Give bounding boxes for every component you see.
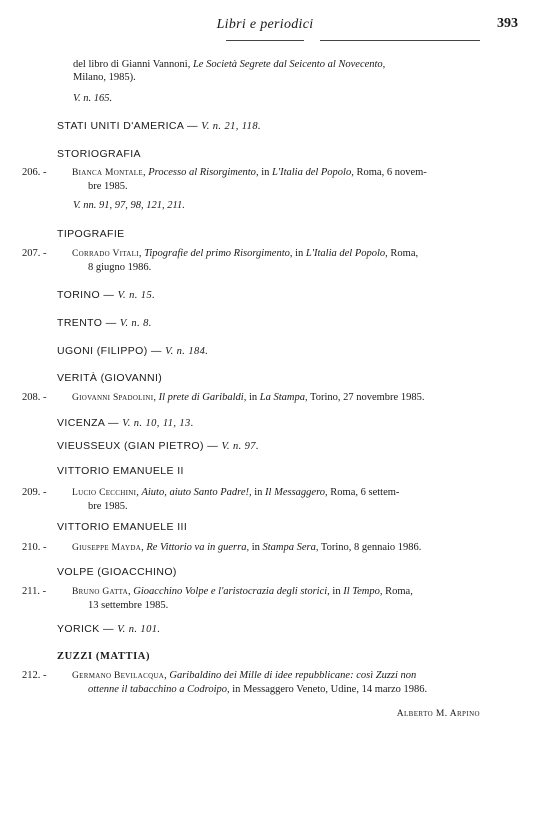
entry-publication: Il Tempo xyxy=(343,586,380,597)
heading-zuzzi: ZUZZI (MATTIA) xyxy=(57,651,151,662)
heading-torino: TORINO — V. n. 15. xyxy=(57,289,156,301)
heading-volpe: VOLPE (GIOACCHINO) xyxy=(57,566,177,578)
author-signature: Alberto M. Arpino xyxy=(396,709,480,719)
entry-publication: L'Italia del Popolo xyxy=(305,248,386,259)
header-title: Libri e periodici xyxy=(216,17,314,32)
heading-ugoni: UGONI (FILIPPO) — V. n. 184. xyxy=(57,345,209,357)
header-rule xyxy=(320,40,480,41)
intro-paragraph xyxy=(73,58,483,84)
entry-title: Gioacchino Volpe e l'aristocrazia degli storici xyxy=(133,586,328,597)
heading-vicenza: VICENZA — V. n. 10, 11, 13. xyxy=(57,417,194,429)
entry-number: 210. - xyxy=(22,542,47,553)
entry-publication: Stampa Sera xyxy=(262,542,316,553)
heading-stati-uniti: STATI UNITI D'AMERICA — V. n. 21, 118. xyxy=(57,120,261,132)
entry-publication: La Stampa xyxy=(259,392,305,403)
bibliography-entry: 207. - Corrado Vitali, Tipografie del primo Risorgimento, in L'Italia del Popolo, Roma, 8 giugno 1986. xyxy=(22,248,419,273)
entry-title: Re Vittorio va in guerra xyxy=(146,542,247,553)
cross-reference: V. n. 165. xyxy=(73,93,113,104)
heading-storiografia: STORIOGRAFIA xyxy=(57,148,141,160)
entry-author: Bruno Gatta xyxy=(72,587,129,597)
entry-number: 207. - xyxy=(22,248,47,259)
entry-title: Il prete di Garibaldi xyxy=(158,392,244,403)
entry-title: Processo al Risorgimento xyxy=(148,167,256,178)
intro-text: Milano, 1985). xyxy=(73,72,136,83)
entry-author: Bianca Montale xyxy=(72,168,143,178)
intro-book-title: Le Società Segrete dal Seicento al Novecento, xyxy=(192,59,386,70)
cross-reference: V. nn. 91, 97, 98, 121, 211. xyxy=(73,200,185,211)
header-rule xyxy=(226,40,304,41)
entry-number: 206. - xyxy=(22,167,47,178)
entry-title: Garibaldino dei Mille di idee repubblicane: così Zuzzi non xyxy=(169,670,417,681)
entry-publication: Il Messaggero xyxy=(265,487,326,498)
entry-number: 212. - xyxy=(22,670,47,681)
bibliography-entry: 206. - Bianca Montale, Processo al Risorgimento, in L'Italia del Popolo, Roma, 6 novem- bre 1985. xyxy=(22,167,427,192)
bibliography-entry: 212. - Germano Bevilacqua, Garibaldino dei Mille di idee repubblicane: così Zuzzi non ottenne il tabacchino a Codroipo, in Messaggero Veneto, Udine, 14 marzo 1986. xyxy=(22,670,428,695)
page-number: 393 xyxy=(497,16,518,31)
heading-yorick: YORICK — V. n. 101. xyxy=(57,623,161,635)
entry-author: Germano Bevilacqua xyxy=(72,671,165,681)
entry-author: Giovanni Spadolini xyxy=(72,393,154,403)
bibliography-entry: 209. - Lucio Cecchini, Aiuto, aiuto Santo Padre!, in Il Messaggero, Roma, 6 settem- bre 1985. xyxy=(22,487,400,512)
heading-vittorio-ii: VITTORIO EMANUELE II xyxy=(57,465,184,477)
heading-verita: VERITÀ (GIOVANNI) xyxy=(57,372,163,384)
heading-trento: TRENTO — V. n. 8. xyxy=(57,317,152,329)
entry-author: Giuseppe Mayda xyxy=(72,543,142,553)
heading-vieusseux: VIEUSSEUX (GIAN PIETRO) — V. n. 97. xyxy=(57,440,259,452)
bibliography-entry: 210. - Giuseppe Mayda, Re Vittorio va in guerra, in Stampa Sera, Torino, 8 gennaio 1986. xyxy=(22,542,422,553)
entry-title: Aiuto, aiuto Santo Padre! xyxy=(141,487,249,498)
intro-text: del libro di Gianni Vannoni, xyxy=(73,59,193,70)
entry-number: 211. - xyxy=(22,586,47,597)
entry-publication: L'Italia del Popolo xyxy=(271,167,352,178)
heading-vittorio-iii: VITTORIO EMANUELE III xyxy=(57,521,188,533)
entry-number: 208. - xyxy=(22,392,47,403)
bibliography-entry: 211. - Bruno Gatta, Gioacchino Volpe e l'aristocrazia degli storici, in Il Tempo, Roma, 13 settembre 1985. xyxy=(22,586,413,611)
entry-author: Lucio Cecchini xyxy=(72,488,137,498)
entry-number: 209. - xyxy=(22,487,47,498)
entry-title: ottenne il tabacchino a Codroipo xyxy=(88,684,228,695)
entry-publication: Messaggero Veneto xyxy=(243,684,326,695)
entry-author: Corrado Vitali xyxy=(72,249,139,259)
bibliography-entry: 208. - Giovanni Spadolini, Il prete di Garibaldi, in La Stampa, Torino, 27 novembre 1985. xyxy=(22,392,425,403)
heading-tipografie: TIPOGRAFIE xyxy=(57,228,125,240)
entry-title: Tipografie del primo Risorgimento xyxy=(144,248,290,259)
